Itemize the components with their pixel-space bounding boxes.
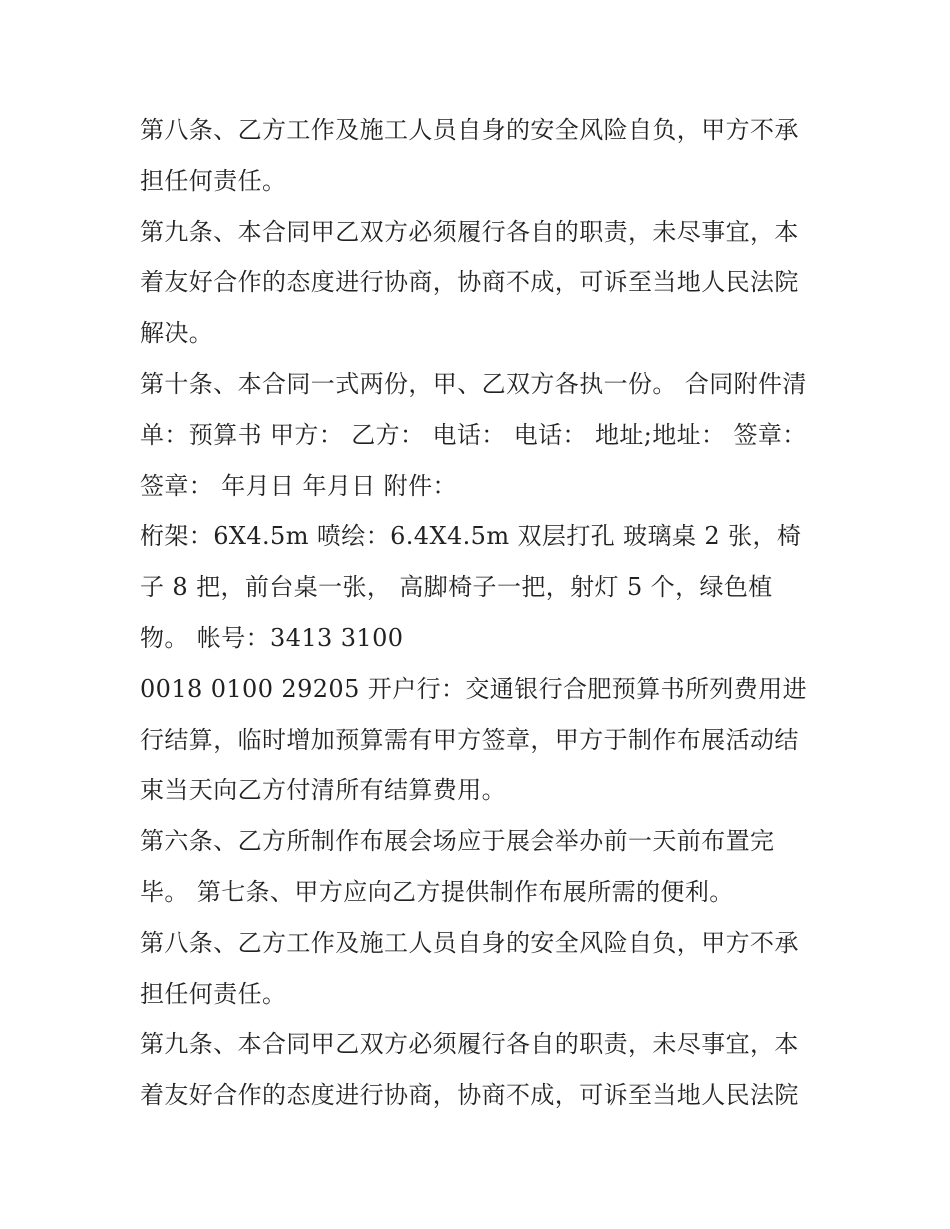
paragraph-bank-payment: 0018 0100 29205 开户行：交通银行合肥预算书所列费用进行结算，临时增加预算需有甲方签章，甲方于制作布展活动结束当天向乙方付清所有结算费用。 <box>140 674 807 805</box>
paragraph-article-8-repeat: 第八条、乙方工作及施工人员自身的安全风险自负，甲方不承担任何责任。 <box>140 928 799 1008</box>
paragraph-article-9-repeat: 第九条、本合同甲乙双方必须履行各自的职责，未尽事宜，本着友好合作的态度进行协商，协商不成，可诉至当地人民法院 <box>140 1030 799 1110</box>
paragraph-article-8: 第八条、乙方工作及施工人员自身的安全风险自负，甲方不承担任何责任。 <box>140 116 799 195</box>
paragraph-article-6-7: 第六条、乙方所制作布展会场应于展会举办前一天前布置完毕。 第七条、甲方应向乙方提供制作布展所需的便利。 <box>140 827 775 906</box>
paragraph-article-9: 第九条、本合同甲乙双方必须履行各自的职责，未尽事宜，本着友好合作的态度进行协商，协商不成，可诉至当地人民法院解决。 <box>140 217 799 348</box>
paragraph-attachment-items: 桁架：6X4.5m 喷绘：6.4X4.5m 双层打孔 玻璃桌 2 张，椅子 8 把，前台桌一张， 高脚椅子一把，射灯 5 个，绿色植物。 帐号：3413 3100 <box>140 522 802 652</box>
document-body <box>140 105 812 1121</box>
paragraph-article-10: 第十条、本合同一式两份，甲、乙双方各执一份。 合同附件清单：预算书 甲方： 乙方： 电话： 电话： 地址;地址： 签章：签章： 年月日 年月日 附件： <box>140 369 807 500</box>
